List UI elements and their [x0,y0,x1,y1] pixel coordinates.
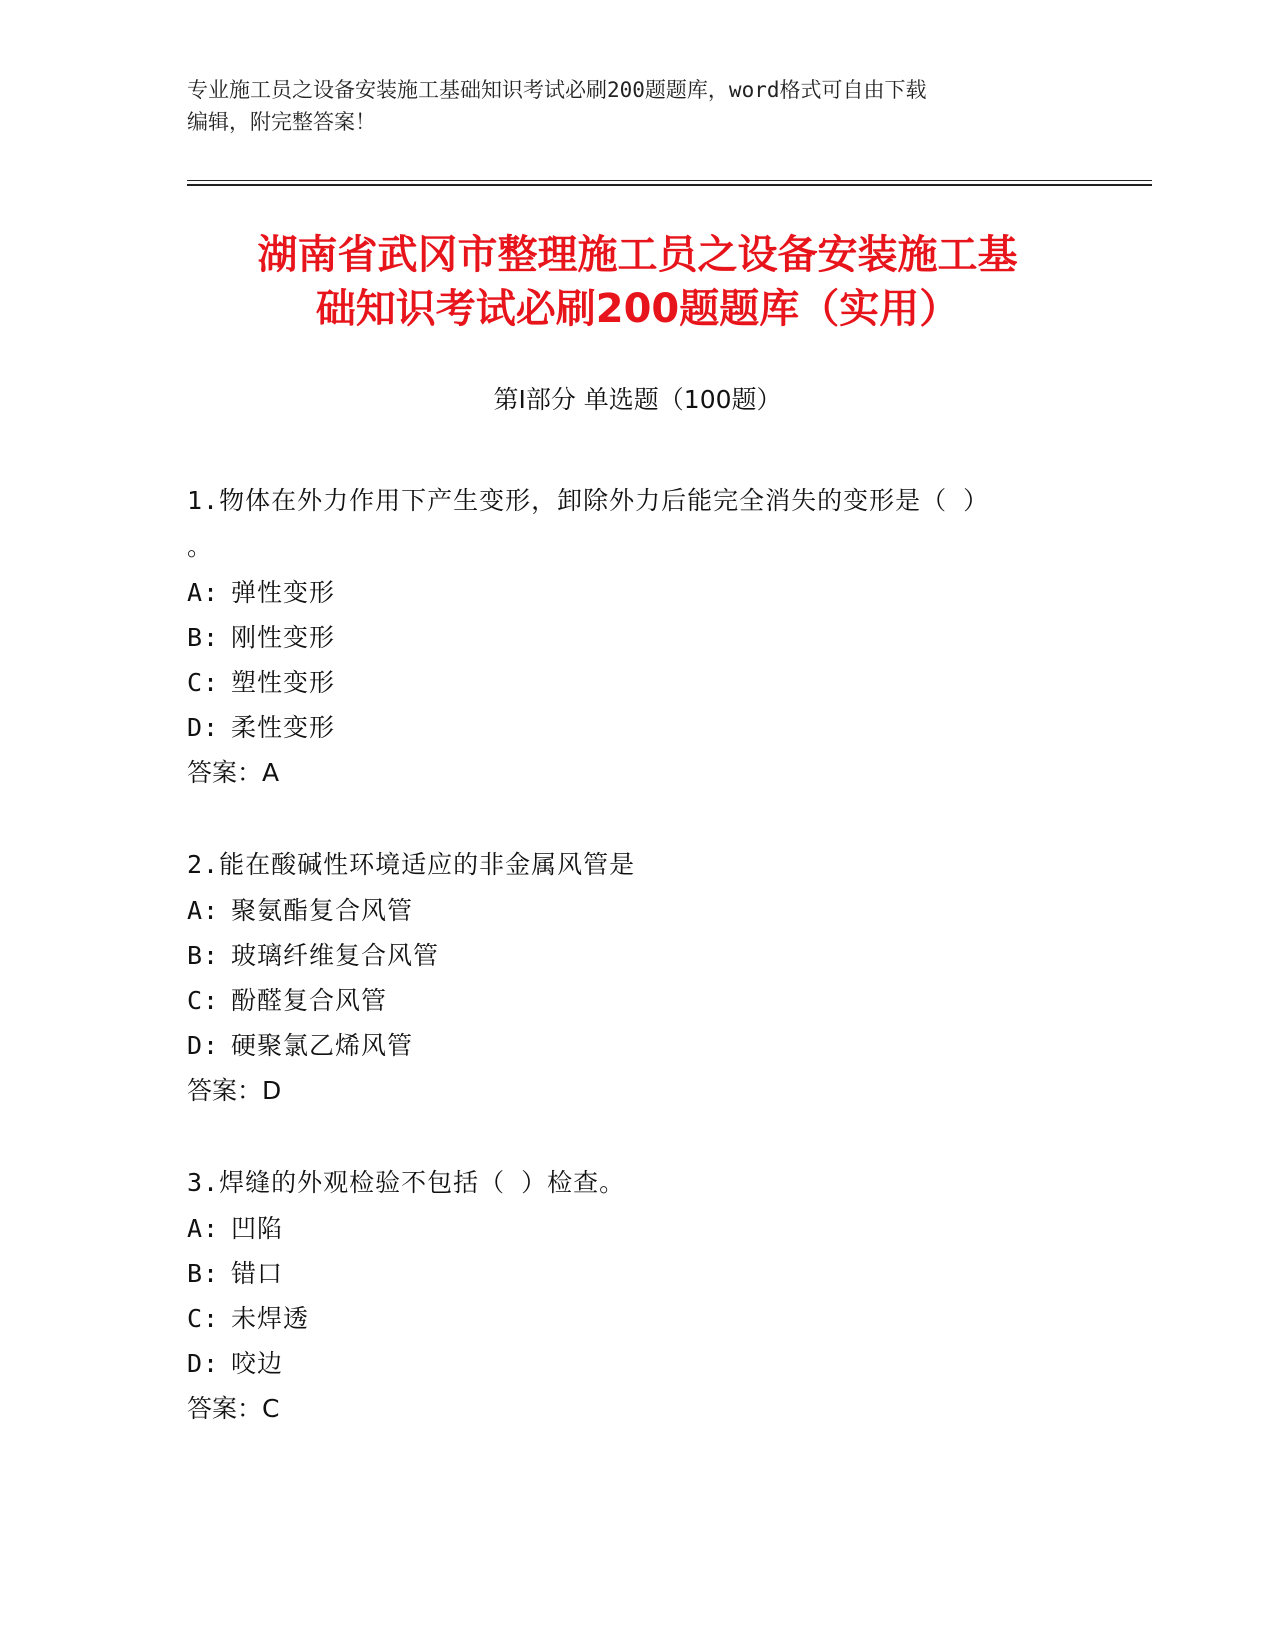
option-d [187,1023,1067,1068]
option-key: C: [187,986,220,1015]
answer: 答案：C [187,1394,280,1423]
header-rule-bottom [187,184,1152,186]
option-key: B: [187,623,220,652]
option-key: B: [187,941,220,970]
option-key: D: [187,1349,220,1378]
option-text: 酚醛复合风管 [231,986,388,1015]
option-b [187,933,1067,978]
answer: 答案：A [187,758,280,787]
question-list [187,478,1067,1478]
header-note-line-2: 编辑，附完整答案！ [187,110,376,134]
option-key: A: [187,1214,220,1243]
option-text: 聚氨酯复合风管 [231,896,414,925]
option-c [187,660,1067,705]
question-1 [187,478,1067,796]
header-rule-top [187,180,1152,181]
question-text: 1.物体在外力作用下产生变形，卸除外力后能完全消失的变形是（ ） [187,486,990,515]
option-text: 刚性变形 [231,623,336,652]
option-key: A: [187,896,220,925]
question-text: 3.焊缝的外观检验不包括（ ）检查。 [187,1168,626,1197]
option-b [187,615,1067,660]
option-key: A: [187,578,220,607]
option-text: 玻璃纤维复合风管 [231,941,440,970]
option-text: 错口 [231,1259,284,1288]
question-text: 2.能在酸碱性环境适应的非金属风管是 [187,850,636,879]
option-key: C: [187,668,220,697]
document-title-line-1: 湖南省武冈市整理施工员之设备安装施工基 [257,232,1018,278]
header-note-line-1: 专业施工员之设备安装施工基础知识考试必刷200题题库，word格式可自由下载 [187,78,927,102]
document-title-line-2: 础知识考试必刷200题题库（实用） [315,286,960,332]
option-b [187,1251,1067,1296]
question-3 [187,1160,1067,1432]
option-c [187,1296,1067,1341]
option-key: C: [187,1304,220,1333]
option-key: B: [187,1259,220,1288]
option-a [187,570,1067,615]
answer: 答案：D [187,1076,282,1105]
option-d [187,705,1067,750]
option-key: D: [187,1031,220,1060]
option-c [187,978,1067,1023]
header-note [187,74,1067,138]
option-text: 硬聚氯乙烯风管 [231,1031,414,1060]
section-title: 第Ⅰ部分 单选题（100题） [493,385,782,414]
option-key: D: [187,713,220,742]
question-text-suffix: 。 [187,532,213,561]
option-d [187,1341,1067,1386]
option-text: 弹性变形 [231,578,336,607]
option-text: 咬边 [231,1349,284,1378]
option-text: 凹陷 [231,1214,284,1243]
document-title [150,228,1125,336]
question-2 [187,842,1067,1114]
option-text: 柔性变形 [231,713,336,742]
option-text: 未焊透 [231,1304,310,1333]
option-a [187,888,1067,933]
option-text: 塑性变形 [231,668,336,697]
option-a [187,1206,1067,1251]
